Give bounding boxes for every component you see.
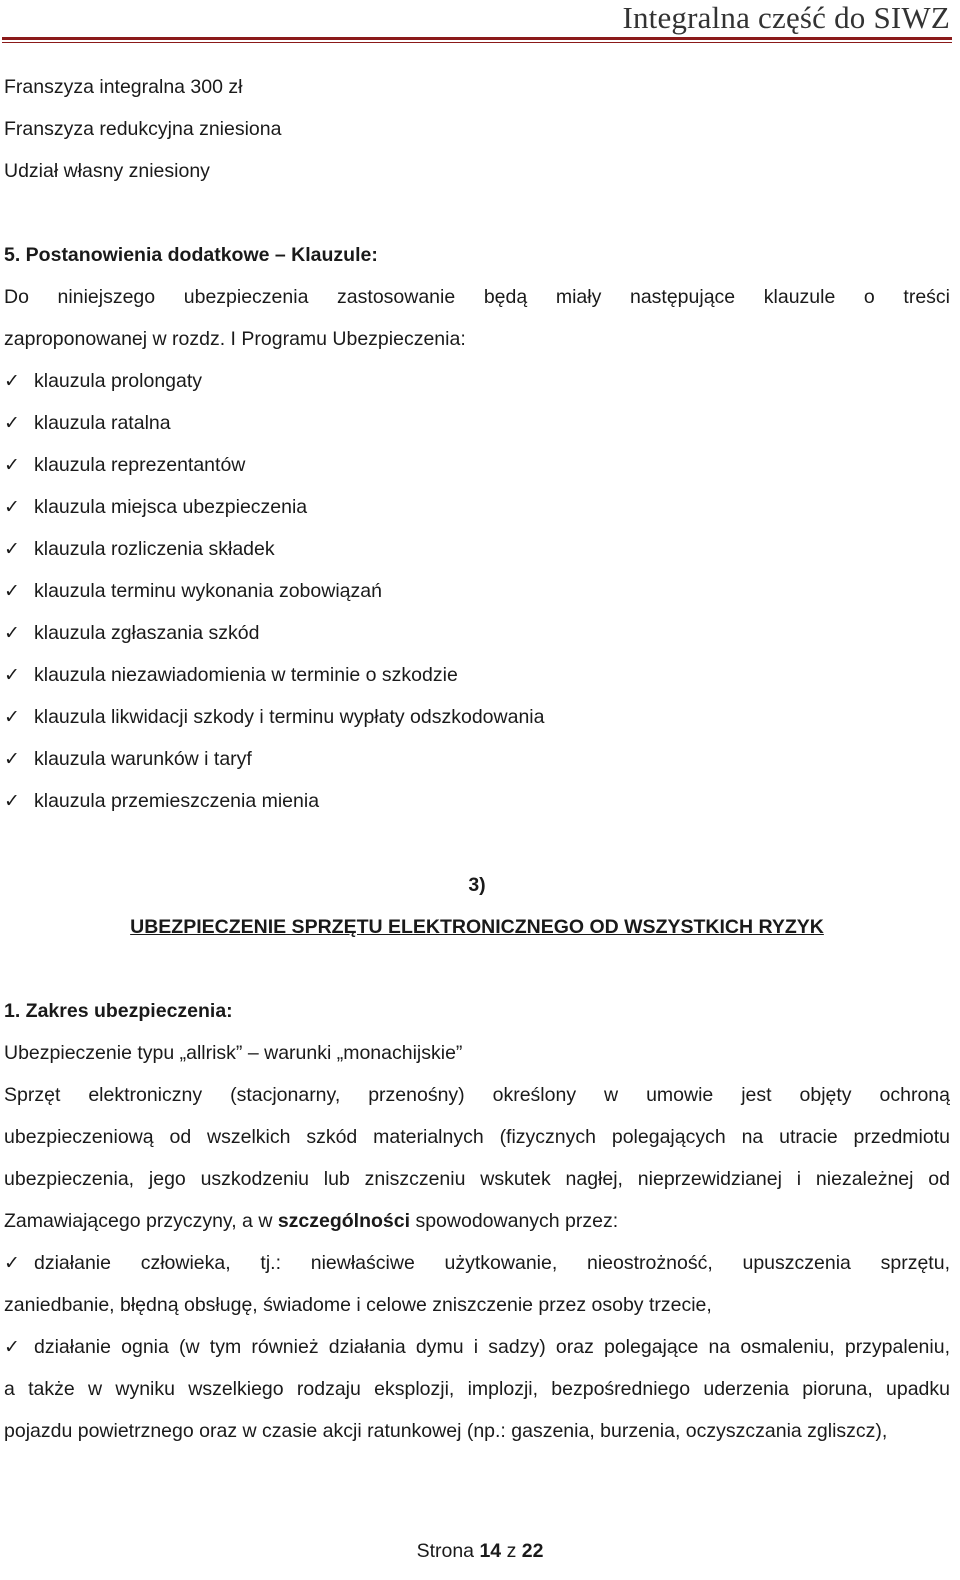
scope-paragraph-text: spowodowanych przez: xyxy=(410,1210,619,1232)
spacer xyxy=(4,822,950,864)
scope-paragraph-line: Sprzęt elektroniczny (stacjonarny, przenośny) określony w umowie jest objęty ochroną xyxy=(4,1084,950,1106)
clause-label: klauzula niezawiadomienia w terminie o szkodzie xyxy=(34,664,458,686)
checkmark-icon: ✓ xyxy=(4,580,20,602)
scope-paragraph-line xyxy=(4,1200,950,1242)
clause-label: klauzula miejsca ubezpieczenia xyxy=(34,496,308,518)
intro-line: Franszyza integralna 300 zł xyxy=(4,76,243,98)
list-item xyxy=(4,1242,950,1284)
scope-heading: 1. Zakres ubezpieczenia: xyxy=(4,1000,233,1022)
section5-intro-line1: Do niniejszego ubezpieczenia zastosowanie będą miały następujące klauzule o treści xyxy=(4,286,950,308)
clause-label: klauzula rozliczenia składek xyxy=(34,538,275,560)
list-item xyxy=(4,612,950,654)
footer-page-total: 22 xyxy=(521,1540,544,1562)
document-header-title: Integralna część do SIWZ xyxy=(622,0,950,35)
list-item xyxy=(4,486,950,528)
page-footer xyxy=(0,1540,960,1563)
checkmark-icon: ✓ xyxy=(4,370,20,392)
list-item xyxy=(4,402,950,444)
spacer xyxy=(4,948,950,990)
list-item xyxy=(4,696,950,738)
scope-paragraph-line: ubezpieczenia, jego uszkodzeniu lub zniszczeniu wskutek nagłej, nieprzewidzianej i niezależnej od xyxy=(4,1168,950,1190)
section5-intro-line2: zaproponowanej w rozdz. I Programu Ubezpieczenia: xyxy=(4,328,466,350)
scope-paragraph-text: Zamawiającego przyczyny, a w xyxy=(4,1210,278,1232)
section3-number: 3) xyxy=(468,874,486,896)
clause-label: klauzula przemieszczenia mienia xyxy=(34,790,320,812)
checkmark-icon: ✓ xyxy=(4,706,20,728)
list-item xyxy=(4,360,950,402)
list-item xyxy=(4,570,950,612)
footer-prefix: Strona xyxy=(416,1540,475,1562)
scope-paragraph-emphasis: szczególności xyxy=(277,1210,411,1232)
checkmark-icon: ✓ xyxy=(4,1252,20,1274)
checkmark-icon: ✓ xyxy=(4,622,20,644)
checkmark-icon: ✓ xyxy=(4,496,20,518)
clause-label: klauzula zgłaszania szkód xyxy=(34,622,260,644)
checkmark-icon: ✓ xyxy=(4,790,20,812)
scope-paragraph-line: ubezpieczeniową od wszelkich szkód materialnych (fizycznych polegających na utracie przedmiotu xyxy=(4,1126,950,1148)
intro-line: Udział własny zniesiony xyxy=(4,160,210,182)
list-item xyxy=(4,1326,950,1368)
header-rule-thick xyxy=(2,37,952,40)
page-content xyxy=(4,66,950,1452)
checkmark-icon: ✓ xyxy=(4,664,20,686)
checkmark-icon: ✓ xyxy=(4,538,20,560)
scope-item-line: działanie człowieka, tj.: niewłaściwe użytkowanie, nieostrożność, upuszczenia sprzętu, xyxy=(34,1252,950,1274)
spacer xyxy=(4,192,950,234)
list-item xyxy=(4,780,950,822)
clause-label: klauzula warunków i taryf xyxy=(34,748,252,770)
clause-label: klauzula prolongaty xyxy=(34,370,203,392)
section5-heading: 5. Postanowienia dodatkowe – Klauzule: xyxy=(4,244,378,266)
clause-label: klauzula terminu wykonania zobowiązań xyxy=(34,580,382,602)
scope-item-line: zaniedbanie, błędną obsługę, świadome i celowe zniszczenie przez osoby trzecie, xyxy=(4,1294,712,1316)
footer-page-number: 14 xyxy=(479,1540,502,1562)
checkmark-icon: ✓ xyxy=(4,454,20,476)
list-item xyxy=(4,654,950,696)
list-item xyxy=(4,528,950,570)
intro-line: Franszyza redukcyjna zniesiona xyxy=(4,118,282,140)
list-item xyxy=(4,444,950,486)
scope-item-line: a także w wyniku wszelkiego rodzaju eksplozji, implozji, bezpośredniego uderzenia pioruna, upadku xyxy=(4,1378,950,1400)
checkmark-icon: ✓ xyxy=(4,748,20,770)
section3-title: UBEZPIECZENIE SPRZĘTU ELEKTRONICZNEGO OD WSZYSTKICH RYZYK xyxy=(130,916,824,938)
clause-list xyxy=(4,360,950,822)
footer-separator: z xyxy=(506,1540,517,1562)
clause-label: klauzula ratalna xyxy=(34,412,171,434)
scope-type-line: Ubezpieczenie typu „allrisk” – warunki „monachijskie” xyxy=(4,1042,463,1064)
list-item xyxy=(4,738,950,780)
clause-label: klauzula likwidacji szkody i terminu wypłaty odszkodowania xyxy=(34,706,545,728)
clause-label: klauzula reprezentantów xyxy=(34,454,246,476)
checkmark-icon: ✓ xyxy=(4,1336,20,1358)
scope-item-line: pojazdu powietrznego oraz w czasie akcji ratunkowej (np.: gaszenia, burzenia, oczyszczania zgliszcz), xyxy=(4,1420,888,1442)
scope-item-line: działanie ognia (w tym również działania dymu i sadzy) oraz polegające na osmaleniu, przypaleniu, xyxy=(34,1336,950,1358)
header-rule-thin xyxy=(2,42,952,43)
checkmark-icon: ✓ xyxy=(4,412,20,434)
